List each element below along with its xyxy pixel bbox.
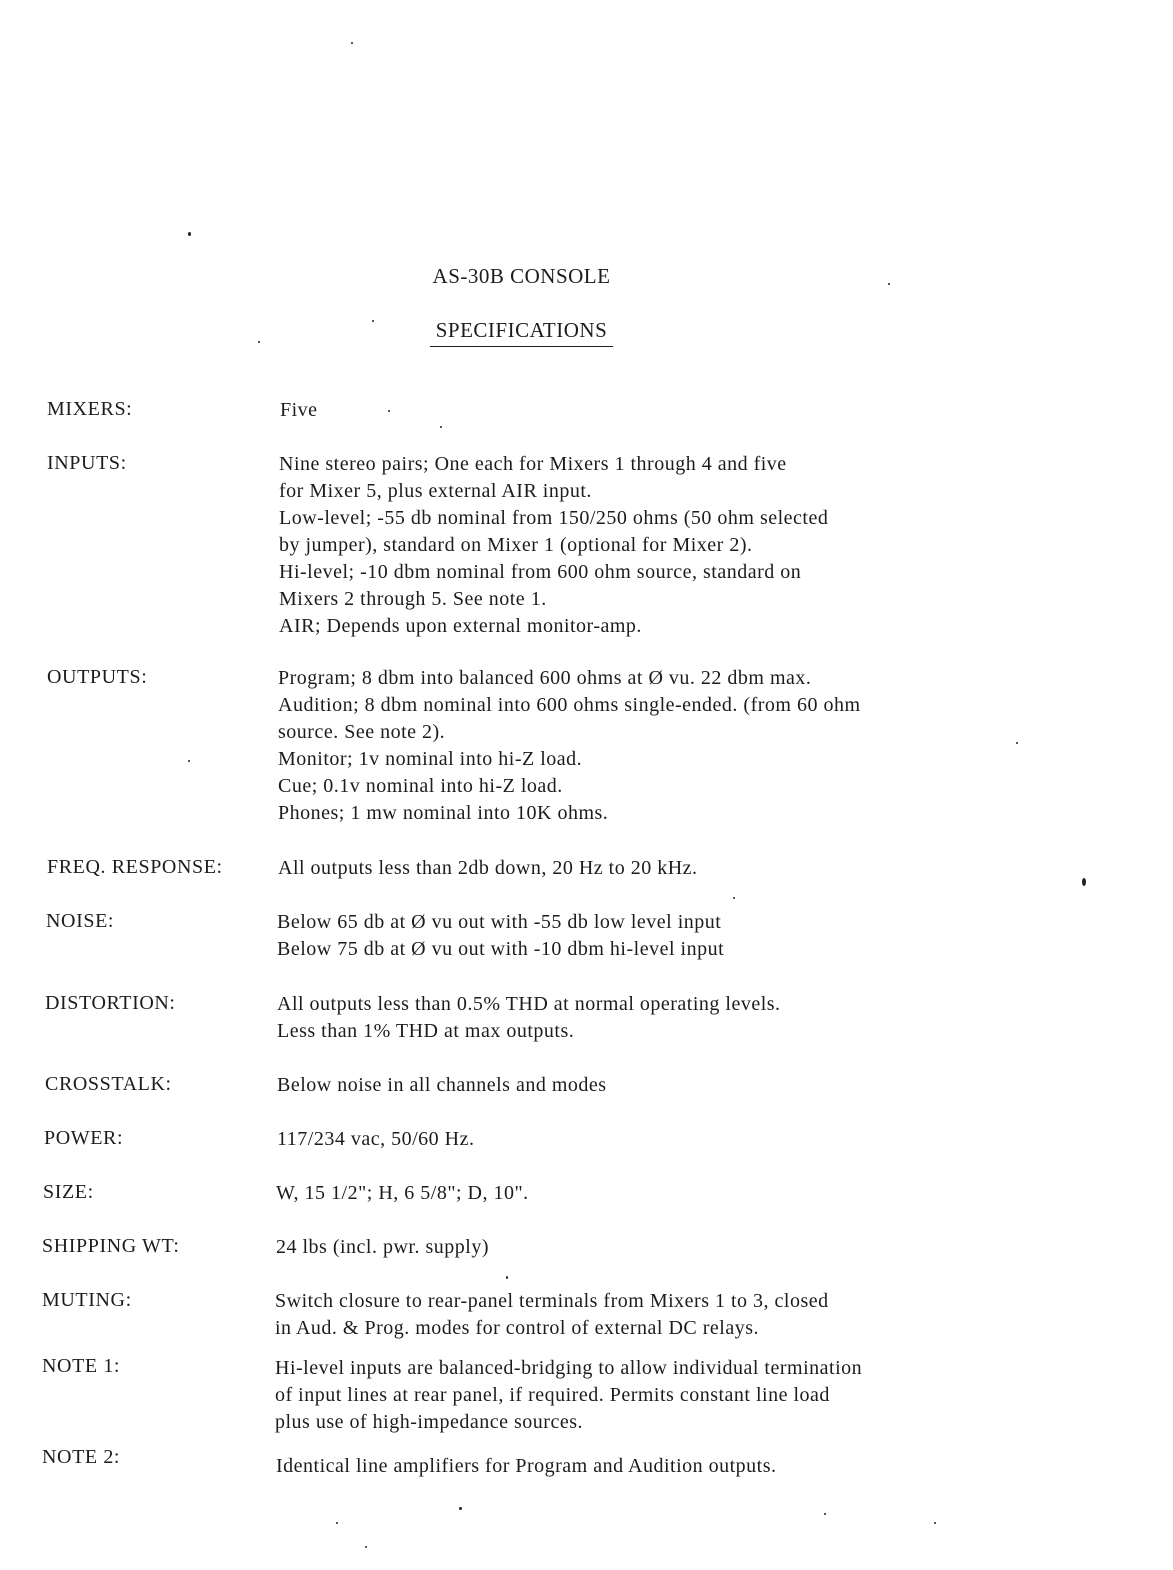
spec-label-note-2: NOTE 2: <box>42 1446 121 1468</box>
spec-line: Mixers 2 through 5. See note 1. <box>279 588 547 610</box>
spec-label-mixers: MIXERS: <box>47 398 133 420</box>
spec-value-distortion <box>277 991 781 1045</box>
spec-line: Hi-level inputs are balanced-bridging to allow individual termination <box>275 1357 863 1379</box>
spec-line: Below 75 db at Ø vu out with -10 dbm hi-level input <box>277 938 725 960</box>
spec-line: Cue; 0.1v nominal into hi-Z load. <box>278 775 563 797</box>
scan-speck <box>188 232 191 236</box>
spec-value-size <box>276 1180 529 1207</box>
spec-line: Below 65 db at Ø vu out with -55 db low level input <box>277 911 722 933</box>
spec-line: Switch closure to rear-panel terminals from Mixers 1 to 3, closed <box>275 1290 829 1312</box>
spec-value-power <box>277 1126 474 1153</box>
spec-label-note-1: NOTE 1: <box>42 1355 121 1377</box>
document-title: AS-30B CONSOLE <box>432 264 611 288</box>
spec-line: W, 15 1/2"; H, 6 5/8"; D, 10". <box>276 1182 529 1204</box>
spec-value-muting <box>275 1288 829 1342</box>
spec-value-note-1 <box>275 1355 862 1436</box>
spec-label-size: SIZE: <box>43 1181 94 1203</box>
scan-speck <box>365 1546 367 1548</box>
scan-speck <box>1082 878 1086 886</box>
scan-speck <box>440 426 442 428</box>
spec-line: Identical line amplifiers for Program and Audition outputs. <box>276 1455 777 1477</box>
spec-line: of input lines at rear panel, if required. Permits constant line load <box>275 1384 830 1406</box>
spec-value-freq-response <box>278 855 698 882</box>
document-subtitle <box>0 318 1043 347</box>
spec-label-crosstalk: CROSSTALK: <box>45 1073 172 1095</box>
scan-speck <box>1016 742 1018 744</box>
spec-line: All outputs less than 2db down, 20 Hz to 20 kHz. <box>278 857 698 879</box>
spec-label-inputs: INPUTS: <box>47 452 127 474</box>
spec-line: Five <box>280 399 318 421</box>
scan-speck <box>336 1522 338 1524</box>
spec-value-note-2 <box>276 1453 777 1480</box>
scan-speck <box>351 42 353 44</box>
spec-label-power: POWER: <box>44 1127 124 1149</box>
document-subtitle-text: SPECIFICATIONS <box>430 318 614 347</box>
spec-value-shipping-wt <box>276 1234 489 1261</box>
spec-value-inputs <box>279 451 828 640</box>
scan-speck <box>733 897 735 899</box>
spec-line: Monitor; 1v nominal into hi-Z load. <box>278 748 583 770</box>
spec-line: Program; 8 dbm into balanced 600 ohms at Ø vu. 22 dbm max. <box>278 667 812 689</box>
spec-line: by jumper), standard on Mixer 1 (optional for Mixer 2). <box>279 534 753 556</box>
spec-label-freq-response: FREQ. RESPONSE: <box>47 856 223 878</box>
spec-line: AIR; Depends upon external monitor-amp. <box>279 615 642 637</box>
scan-speck <box>934 1522 936 1524</box>
scan-speck <box>888 283 890 285</box>
spec-line: in Aud. & Prog. modes for control of external DC relays. <box>275 1317 760 1339</box>
scan-speck <box>824 1513 826 1515</box>
spec-line: 117/234 vac, 50/60 Hz. <box>277 1128 475 1150</box>
spec-line: Nine stereo pairs; One each for Mixers 1 through 4 and five <box>279 453 787 475</box>
spec-line: All outputs less than 0.5% THD at normal operating levels. <box>277 993 781 1015</box>
spec-label-shipping-wt: SHIPPING WT: <box>42 1235 180 1257</box>
scan-speck <box>258 341 260 343</box>
spec-value-noise <box>277 909 724 963</box>
spec-line: source. See note 2). <box>278 721 446 743</box>
spec-label-noise: NOISE: <box>46 910 115 932</box>
scan-speck <box>459 1507 462 1510</box>
spec-label-distortion: DISTORTION: <box>45 992 176 1014</box>
spec-line: plus use of high-impedance sources. <box>275 1411 583 1433</box>
spec-line: Hi-level; -10 dbm nominal from 600 ohm source, standard on <box>279 561 802 583</box>
spec-label-outputs: OUTPUTS: <box>47 666 148 688</box>
spec-value-crosstalk <box>277 1072 607 1099</box>
scan-speck <box>506 1276 508 1279</box>
spec-line: Phones; 1 mw nominal into 10K ohms. <box>278 802 609 824</box>
scan-speck <box>388 410 390 412</box>
spec-value-outputs <box>278 665 861 827</box>
spec-line: Audition; 8 dbm nominal into 600 ohms single-ended. (from 60 ohm <box>278 694 861 716</box>
scan-speck <box>188 760 190 762</box>
spec-line: Low-level; -55 db nominal from 150/250 ohms (50 ohm selected <box>279 507 829 529</box>
scan-speck <box>372 320 374 322</box>
spec-label-muting: MUTING: <box>42 1289 132 1311</box>
spec-line: Below noise in all channels and modes <box>277 1074 607 1096</box>
spec-line: for Mixer 5, plus external AIR input. <box>279 480 592 502</box>
spec-value-mixers <box>280 397 318 424</box>
spec-line: 24 lbs (incl. pwr. supply) <box>276 1236 489 1258</box>
spec-line: Less than 1% THD at max outputs. <box>277 1020 575 1042</box>
